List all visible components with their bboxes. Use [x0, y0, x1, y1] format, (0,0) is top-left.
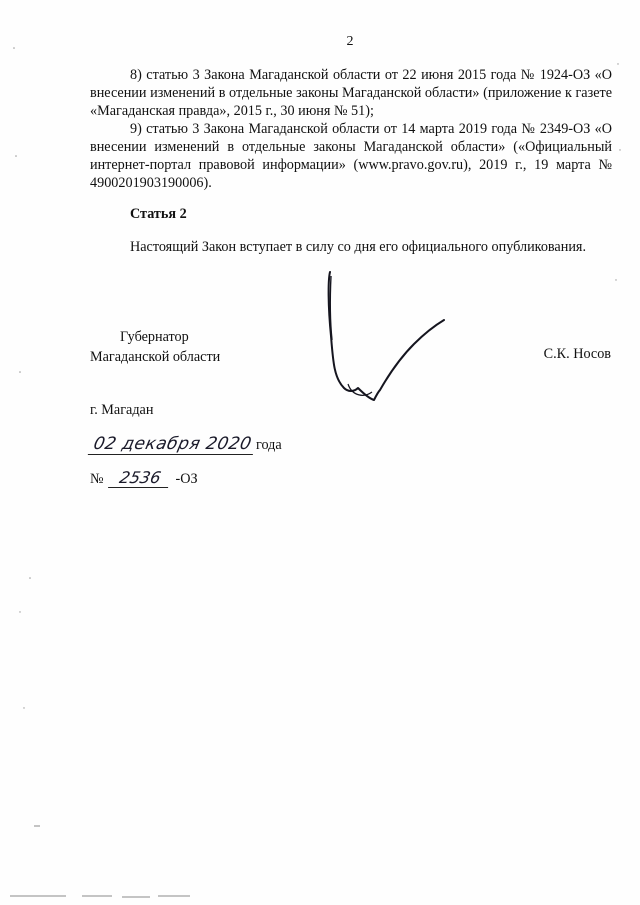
signatory-name: С.К. Носов: [543, 346, 611, 362]
paragraph-item-9: 9) статью 3 Закона Магаданской области от 14 марта 2019 года № 2349-ОЗ «О внесении изменений в отдельные законы Магаданской области» («Официальный интернет-портал правовой информации» (www.pravo.gov.ru), 2019 г., 19 марта № 4900201903190006).: [90, 121, 612, 191]
paragraph-item-8: 8) статью 3 Закона Магаданской области от 22 июня 2015 года № 1924-ОЗ «О внесении изменений в отдельные законы Магаданской области» (приложение к газете «Магаданская правда», 2015 г., 30 июня № 51);: [90, 67, 612, 119]
number-suffix: -ОЗ: [175, 471, 198, 487]
signatory-title-line1: Губернатор: [120, 329, 189, 345]
article-text: Настоящий Закон вступает в силу со дня его официального опубликования.: [130, 239, 586, 255]
date-suffix: года: [256, 437, 282, 453]
number-prefix: №: [90, 471, 104, 487]
place-of-signing: г. Магадан: [90, 402, 154, 418]
law-number-line: [90, 469, 198, 488]
handwritten-law-number: 2536: [108, 469, 172, 488]
article-title: Статья 2: [130, 206, 187, 222]
page-number: 2: [346, 34, 354, 49]
handwritten-signature: [318, 266, 468, 416]
signatory-title-line2: Магаданской области: [90, 349, 221, 365]
date-line: [90, 434, 282, 460]
signatory-title: [90, 327, 220, 367]
handwritten-date: 02 декабря 2020: [88, 434, 257, 455]
